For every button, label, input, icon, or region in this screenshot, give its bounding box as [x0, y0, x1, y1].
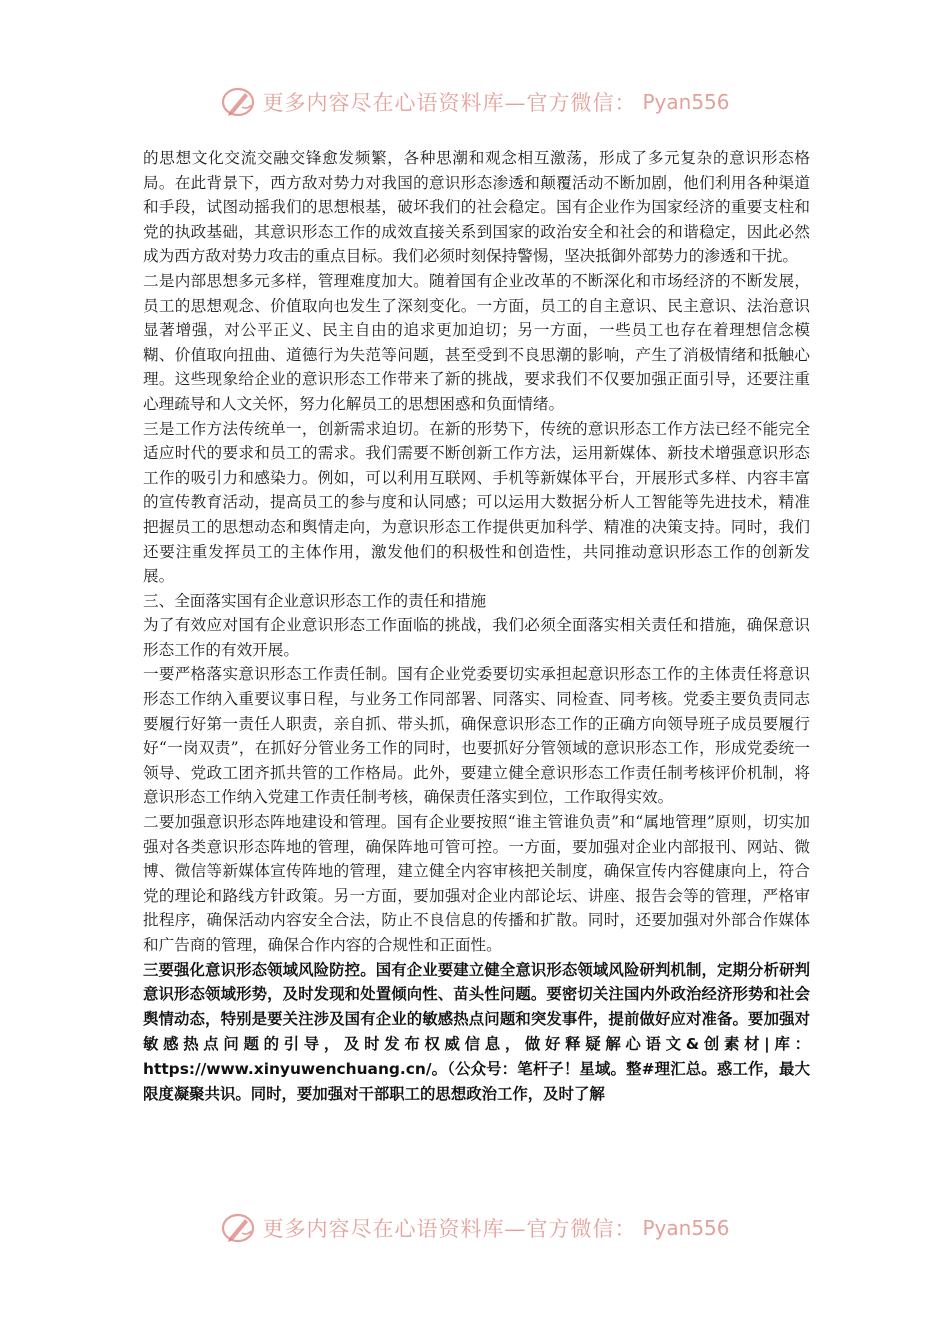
paragraph: 的思想文化交流交融交锋愈发频繁，各种思潮和观念相互激荡，形成了多元复杂的意识形态格局。在此背景下，西方敌对势力对我国的意识形态渗透和颠覆活动不断加剧，他们利用各种渠道和手段，试图动摇我们的思想根基，破坏我们的社会稳定。国有企业作为国家经济的重要支柱和党的执政基础，其意识形态工作的成效直接关系到国家的政治安全和社会的和谐稳定，因此必然成为西方敌对势力攻击的重点目标。我们必须时刻保持警惕，坚决抵御外部势力的渗透和干扰。	[143, 149, 810, 266]
watermark-label: 更多内容尽在心语资料库—官方微信：	[262, 91, 637, 115]
paragraph: 一要严格落实意识形态工作责任制。国有企业党委要切实承担起意识形态工作的主体责任将意识形态工作纳入重要议事日程，与业务工作同部署、同落实、同检查、同考核。党委主要负责同志要履行好第一责任人职责，亲自抓、带头抓，确保意识形态工作的正确方向领导班子成员要履行好“一岗双责”，在抓好分管业务工作的同时，也要抓好分管领域的意识形态工作，形成党委统一领导、党政工团齐抓共管的工作格局。此外，要建立健全意识形态工作责任制考核评价机制，将意识形态工作纳入党建工作责任制考核，确保责任落实到位，工作取得实效。	[143, 665, 810, 807]
footer-watermark	[0, 1208, 950, 1248]
bold-paragraph: 三要强化意识形态领域风险防控。国有企业要建立健全意识形态领域风险研判机制，定期分析研判意识形态领域形势，及时发现和处置倾向性、苗头性问题。要密切关注国内外政治经济形势和社会舆情动态，特别是要关注涉及国有企业的敏感热点问题和突发事件，提前做好应对准备。要加强对敏感热点问题的引导，及时发布权威信息，做好释疑解心语文&创素材|库：https://www.xinyuwenchuang.cn/。（公众号：笔杆子！星域。整#理汇总。惑工作，最大限度凝聚共识。同时，要加强对干部职工的思想政治工作，及时了解	[143, 960, 810, 1103]
paragraph: 三是工作方法传统单一，创新需求迫切。在新的形势下，传统的意识形态工作方法已经不能完全适应时代的要求和员工的需求。我们需要不断创新工作方法，运用新媒体、新技术增强意识形态工作的吸引力和感染力。例如，可以利用互联网、手机等新媒体平台，开展形式多样、内容丰富的宣传教育活动，提高员工的参与度和认同感；可以运用大数据分析人工智能等先进技术，精准把握员工的思想动态和舆情走向，为意识形态工作提供更加科学、精准的决策支持。同时，我们还要注重发挥员工的主体作用，激发他们的积极性和创造性，共同推动意识形态工作的创新发展。	[143, 419, 810, 586]
pen-logo-icon	[220, 84, 256, 120]
document-body	[143, 146, 810, 1106]
pen-logo-icon	[220, 1210, 256, 1246]
header-watermark	[0, 82, 950, 122]
paragraph: 二要加强意识形态阵地建设和管理。国有企业要按照“谁主管谁负责”和“属地管理”原则，切实加强对各类意识形态阵地的管理，确保阵地可管可控。一方面，要加强对企业内部报刊、网站、微博、微信等新媒体宣传阵地的管理，建立健全内容审核把关制度，确保宣传内容健康向上，符合党的理论和路线方针政策。另一方面，要加强对企业内部论坛、讲座、报告会等的管理，严格审批程序，确保活动内容安全合法，防止不良信息的传播和扩散。同时，还要加强对外部合作媒体和广告商的管理，确保合作内容的合规性和正面性。	[143, 813, 810, 954]
paragraph: 为了有效应对国有企业意识形态工作面临的挑战，我们必须全面落实相关责任和措施，确保意识形态工作的有效开展。	[143, 616, 810, 659]
paragraph: 二是内部思想多元多样，管理难度加大。随着国有企业改革的不断深化和市场经济的不断发展，员工的思想观念、价值取向也发生了深刻变化。一方面，员工的自主意识、民主意识、法治意识显著增强，对公平正义、民主自由的追求更加迫切；另一方面，一些员工也存在着理想信念模糊、价值取向扭曲、道德行为失范等问题，甚至受到不良思潮的影响，产生了消极情绪和抵触心理。这些现象给企业的意识形态工作带来了新的挑战，要求我们不仅要加强正面引导，还要注重心理疏导和人文关怀，努力化解员工的思想困惑和负面情绪。	[143, 271, 810, 413]
watermark-label: 更多内容尽在心语资料库—官方微信：	[262, 1217, 637, 1241]
section-heading: 三、全面落实国有企业意识形态工作的责任和措施	[143, 591, 487, 610]
watermark-contact: Pyan556	[642, 90, 730, 114]
watermark-contact: Pyan556	[642, 1216, 730, 1240]
